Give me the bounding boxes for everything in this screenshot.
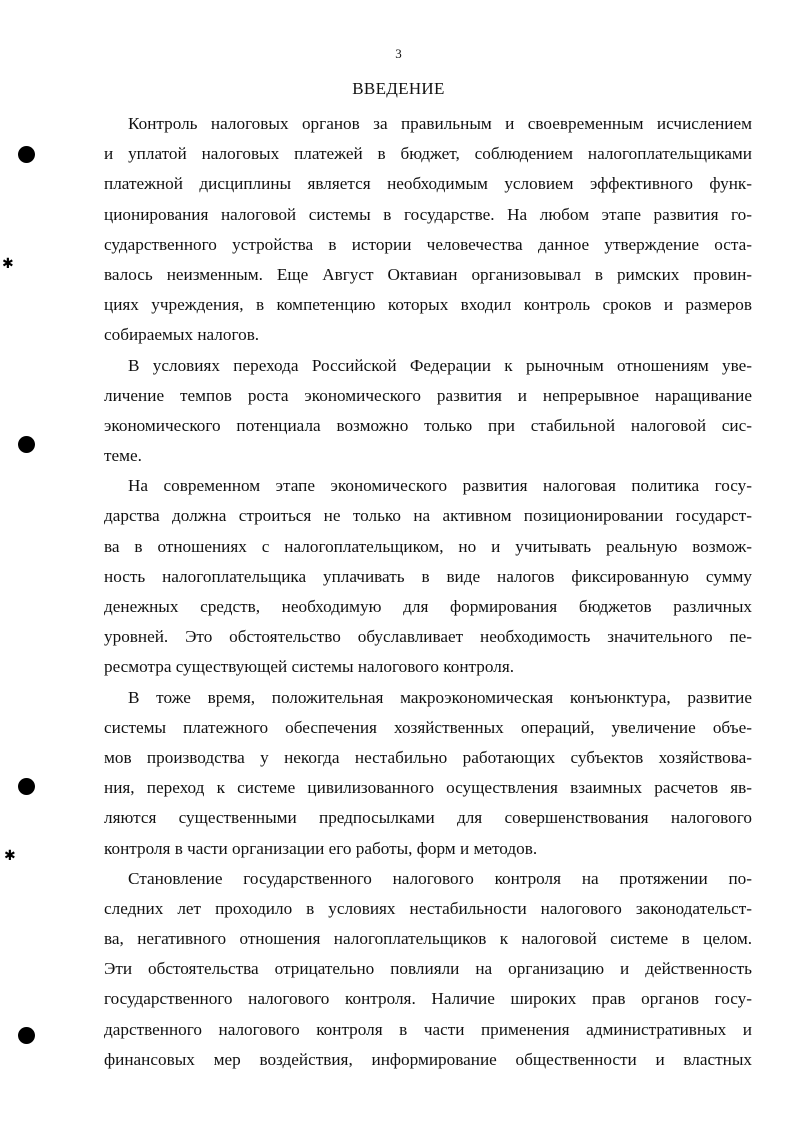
- punch-hole: [18, 436, 35, 453]
- text-line: денежных средств, необходимую для формирования бюджетов различных: [104, 597, 752, 616]
- text-line: уровней. Это обстоятельство обуславливает необходимость значительного пе-: [104, 627, 752, 647]
- text-line: финансовых мер воздействия, информирование общественности и властных: [104, 1049, 752, 1069]
- paragraph-2: [104, 351, 752, 472]
- text-line: Становление государственного налогового контроля на протяжении по-: [128, 868, 752, 888]
- text-line: валось неизменным. Еще Август Октавиан организовывал в римских провин-: [104, 264, 752, 284]
- text-line: ляются существенными предпосылками для совершенствования налогового: [104, 808, 752, 828]
- punch-hole: [18, 778, 35, 795]
- document-body: [104, 109, 752, 1075]
- text-line: циях учреждения, в компетенцию которых входил контроль сроков и размеров: [104, 295, 752, 315]
- text-line: следних лет проходило в условиях нестабильности налогового законодательст-: [104, 898, 752, 918]
- text-line: ционирования налоговой системы в государстве. На любом этапе развития го-: [104, 204, 752, 224]
- text-line: платежной дисциплины является необходимым условием эффективного функ-: [104, 174, 752, 194]
- text-line: теме.: [104, 446, 142, 466]
- text-line: собираемых налогов.: [104, 325, 260, 345]
- punch-hole: [18, 1027, 35, 1044]
- text-line: ресмотра существующей системы налогового контроля.: [104, 657, 515, 677]
- text-line: Контроль налоговых органов за правильным и своевременным исчислением: [128, 114, 752, 133]
- paragraph-4: [104, 683, 752, 864]
- paragraph-3: [104, 471, 752, 682]
- text-line: мов производства у некогда нестабильно работающих субъектов хозяйствова-: [104, 747, 752, 767]
- text-line: На современном этапе экономического развития налоговая политика госу-: [128, 476, 752, 496]
- text-line: В условиях перехода Российской Федерации к рыночным отношениям уве-: [128, 355, 752, 375]
- text-line: системы платежного обеспечения хозяйственных операций, увеличение объе-: [104, 717, 752, 737]
- text-line: ва в отношениях с налогоплательщиком, но и учитывать реальную возмож-: [104, 536, 752, 556]
- punch-hole: [18, 146, 35, 163]
- text-line: дарственного налогового контроля в части применения административных и: [104, 1019, 752, 1039]
- paragraph-1: [104, 109, 752, 351]
- text-line: сударственного устройства в истории человечества данное утверждение оста-: [104, 234, 752, 254]
- text-line: ва, негативного отношения налогоплательщиков к налоговой системе в целом.: [104, 929, 752, 949]
- scan-speck: ✱: [4, 849, 16, 864]
- text-line: В тоже время, положительная макроэкономическая конъюнктура, развитие: [128, 687, 752, 707]
- text-line: ния, переход к системе цивилизованного осуществления взаимных расчетов яв-: [104, 778, 752, 798]
- section-title: ВВЕДЕНИЕ: [352, 79, 445, 98]
- paragraph-5: [104, 864, 752, 1075]
- page-number: 3: [395, 46, 402, 61]
- text-line: контроля в части организации его работы, форм и методов.: [104, 838, 538, 858]
- text-line: экономического потенциала возможно только при стабильной налоговой сис-: [104, 415, 752, 435]
- text-line: Эти обстоятельства отрицательно повлияли на организацию и действенность: [104, 959, 752, 979]
- text-line: и уплатой налоговых платежей в бюджет, соблюдением налогоплательщиками: [104, 144, 752, 164]
- text-line: ность налогоплательщика уплачивать в виде налогов фиксированную сумму: [104, 566, 752, 586]
- text-line: государственного налогового контроля. Наличие широких прав органов госу-: [104, 989, 752, 1009]
- scan-speck: ✱: [2, 257, 14, 272]
- text-line: личение темпов роста экономического развития и непрерывное наращивание: [104, 385, 752, 405]
- text-line: дарства должна строиться не только на активном позиционировании государст-: [104, 506, 752, 526]
